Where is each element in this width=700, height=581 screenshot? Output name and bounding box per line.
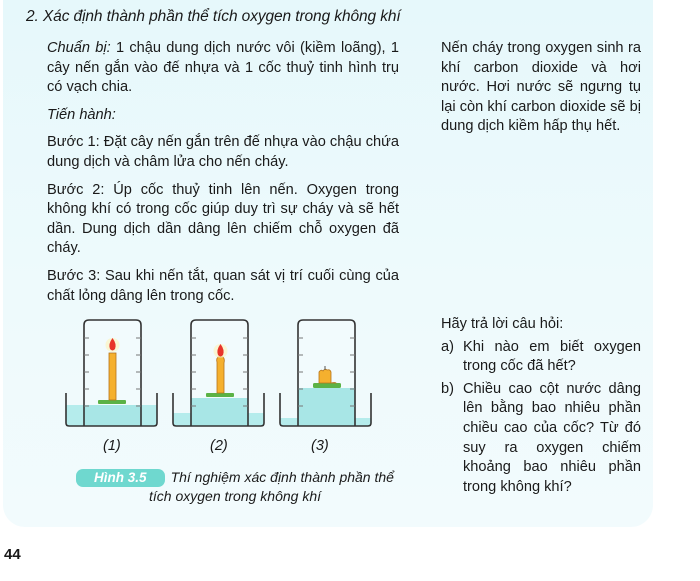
page-number: 44 (4, 546, 21, 563)
preparation-paragraph (47, 39, 399, 98)
procedure-label: Tiến hành: (47, 106, 116, 123)
figure-caption (75, 468, 395, 506)
question-a (441, 338, 641, 377)
questions-block (441, 315, 641, 497)
step-3: Bước 3: Sau khi nến tắt, quan sát vị trí cuối cùng của chất lỏng dâng lên trong cốc. (47, 267, 399, 304)
beaker-2 (173, 320, 264, 426)
beaker-1 (66, 320, 157, 426)
question-b (441, 380, 641, 498)
figure-badge: Hình 3.5 (76, 469, 165, 487)
beaker-3 (280, 320, 371, 426)
panel-label-1: (1) (103, 438, 121, 454)
question-a-text: Khi nào em biết oxygen trong cốc đã hết? (463, 338, 641, 375)
question-b-text: Chiều cao cột nước dâng lên bằng bao nhiêu phần chiều cao của cốc? Từ đó suy ra oxygen chiếm khoảng bao nhiêu phần trong không khí? (463, 380, 641, 495)
question-b-letter: b) (441, 380, 454, 397)
step-1: Bước 1: Đặt cây nến gắn trên đế nhựa vào chậu chứa dung dịch và châm lửa cho nến cháy. (47, 134, 399, 170)
note-column (441, 39, 641, 145)
procedure-column (47, 39, 399, 314)
experiment-illustration (55, 315, 405, 435)
question-a-letter: a) (441, 338, 454, 355)
preparation-label: Chuẩn bị: (47, 40, 111, 56)
preparation-text: 1 chậu dung dịch nước vôi (kiềm loãng), 1 cây nến gắn vào đế nhựa và 1 cốc thuỷ tinh hình trụ có vạch chia. (47, 40, 399, 96)
step-2: Bước 2: Úp cốc thuỷ tinh lên nến. Oxygen trong không khí có trong cốc giúp duy trì sự cháy và sẽ hết dần. Dung dịch dần dâng lên chiếm chỗ oxygen đã cháy. (47, 181, 399, 257)
figure-3-5 (55, 315, 405, 515)
questions-intro: Hãy trả lời câu hỏi: (441, 316, 564, 332)
caption-text: Thí nghiệm xác định thành phần thể tích oxygen trong không khí (149, 469, 394, 504)
panel-label-3: (3) (311, 438, 329, 454)
section-heading: 2. Xác định thành phần thể tích oxygen trong không khí (26, 8, 401, 25)
note-text: Nến cháy trong oxygen sinh ra khí carbon dioxide và hơi nước. Hơi nước sẽ ngưng tụ lại còn khí carbon dioxide sẽ bị dung dịch kiềm hấp thụ hết. (441, 40, 641, 135)
panel-label-2: (2) (210, 438, 228, 454)
